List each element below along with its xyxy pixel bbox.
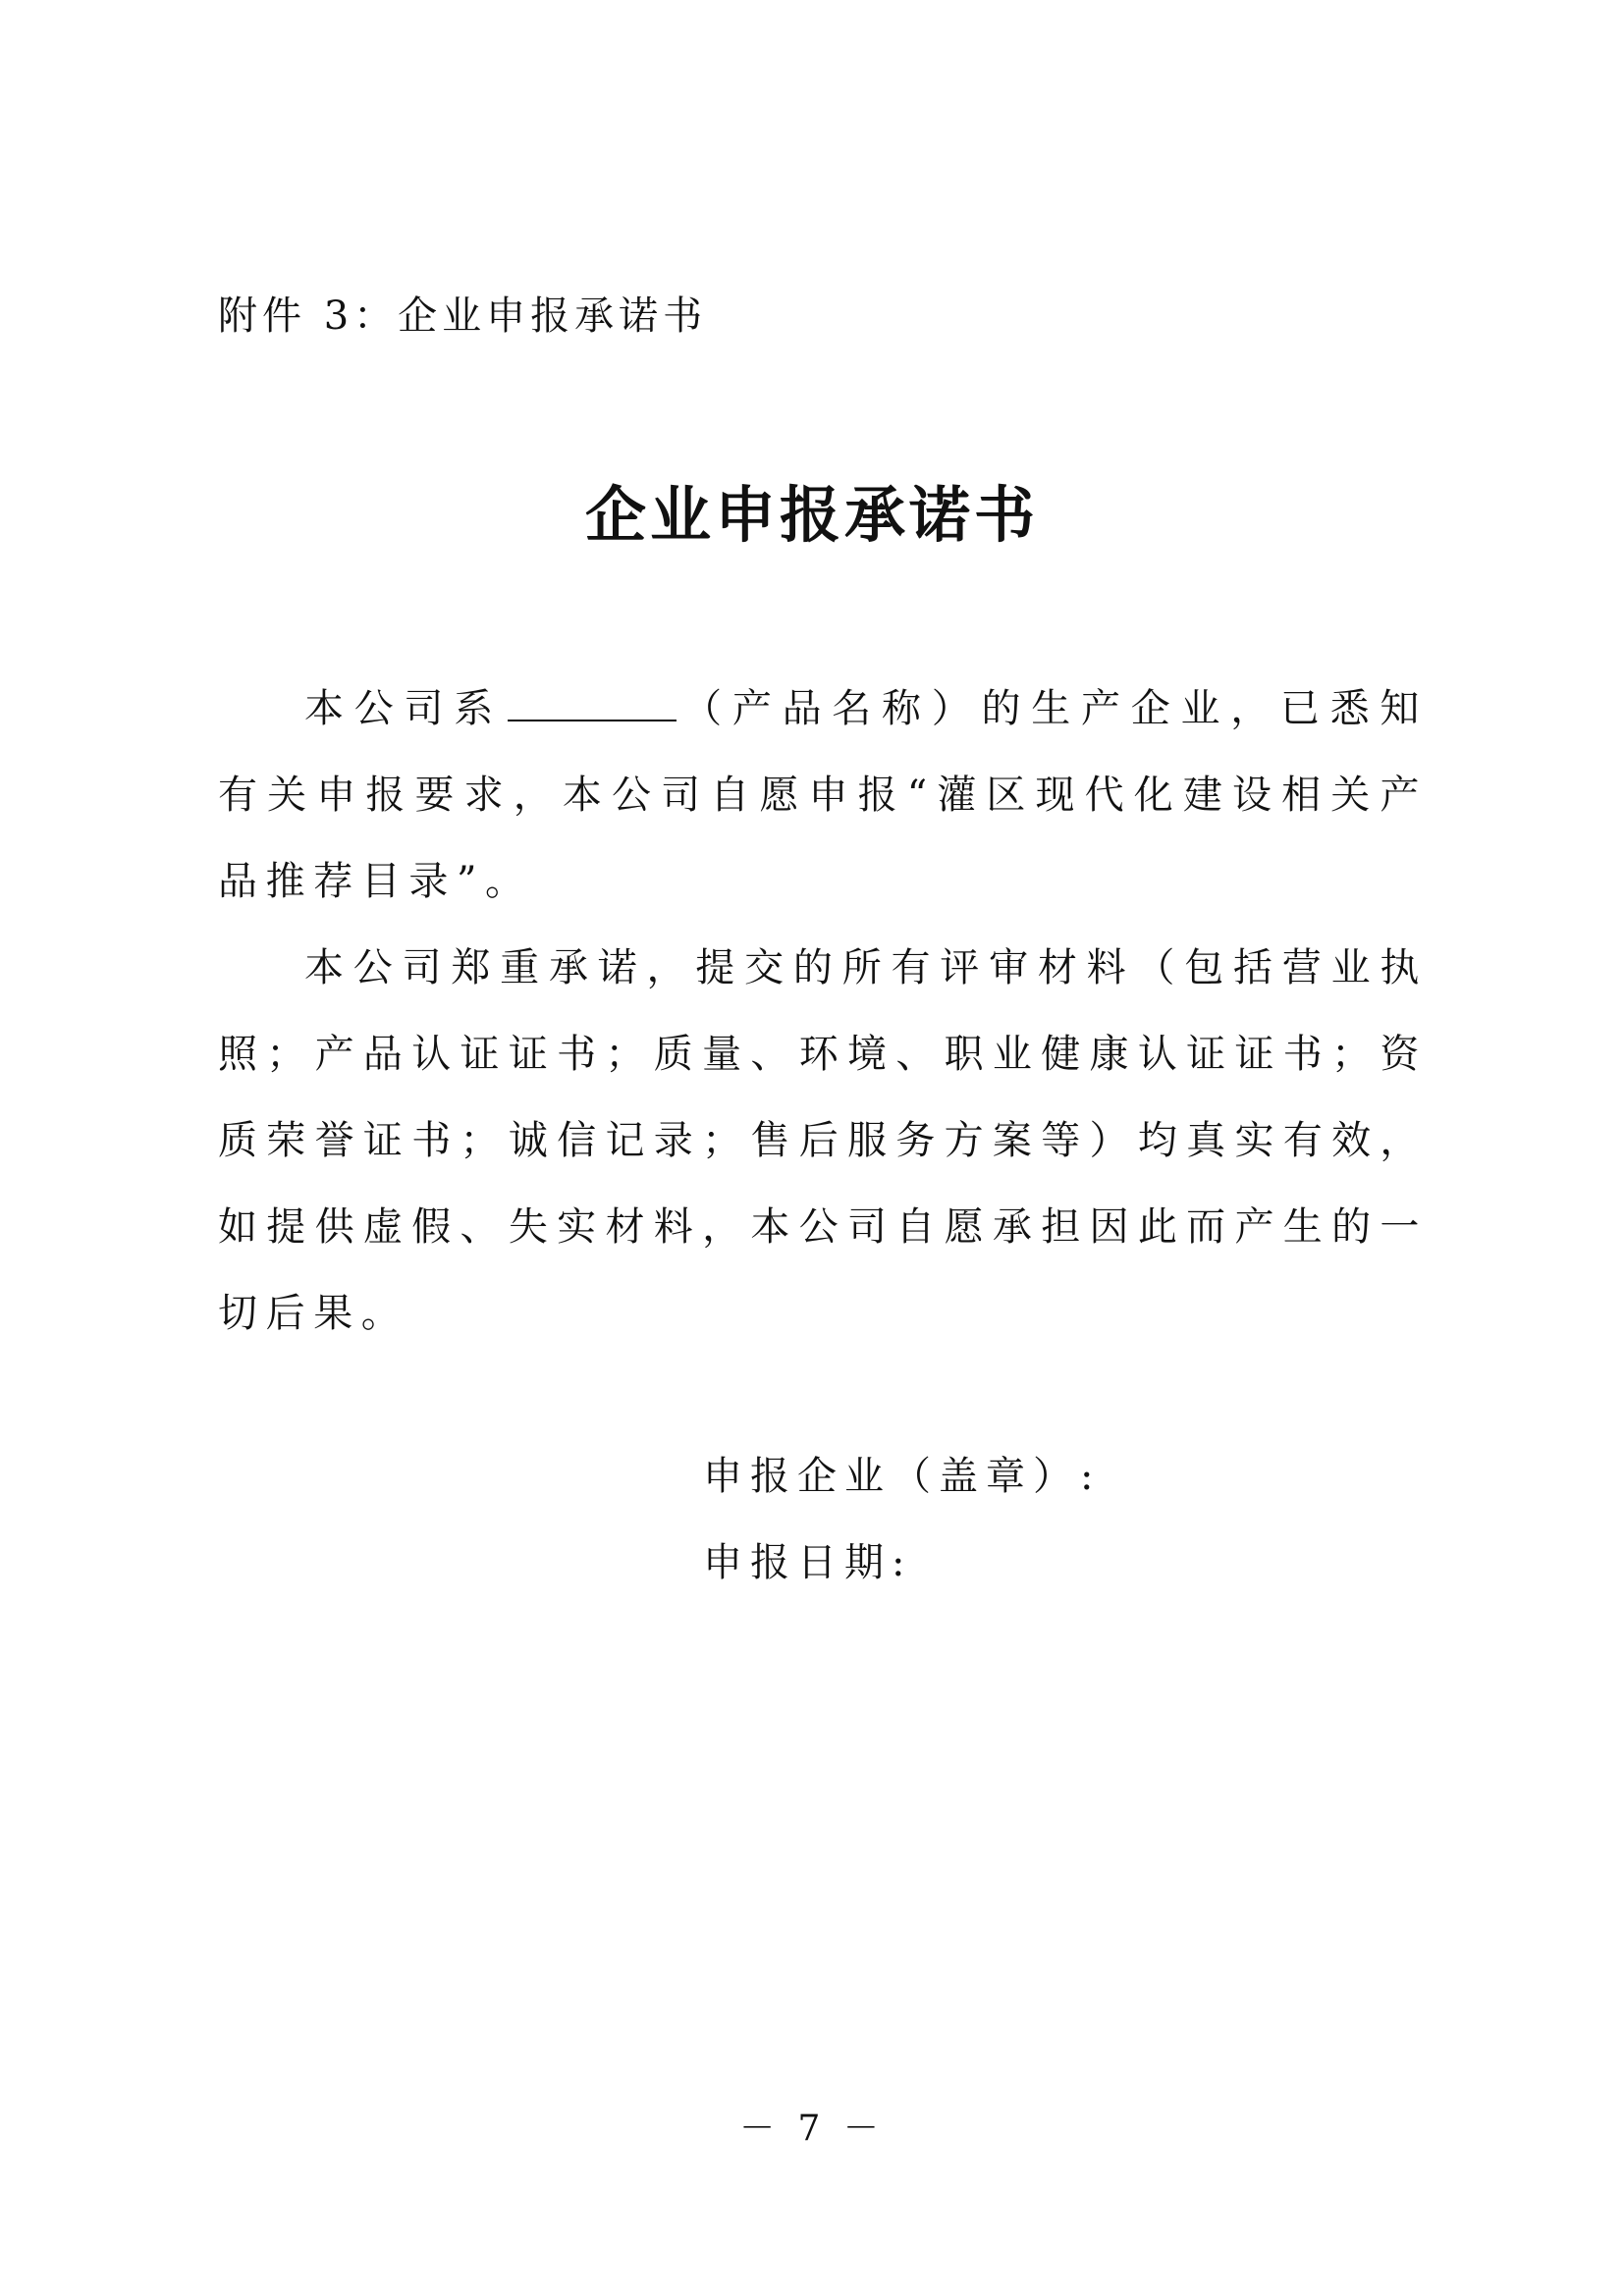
- paragraph-declaration: [218, 666, 1428, 925]
- paragraph-commitment: 本公司郑重承诺，提交的所有评审材料（包括营业执照；产品认证证书；质量、环境、职业健康认证证书；资质荣誉证书；诚信记录；售后服务方案等）均真实有效，如提供虚假、失实材料，本公司自愿承担因此而产生的一切后果。: [218, 945, 1428, 1336]
- paragraph-declaration-rest: （产品名称）的生产企业，已悉知有关申报要求，本公司自愿申报“灌区现代化建设相关产品推荐目录”。: [218, 686, 1429, 904]
- company-seal-label: 申报企业（盖章）:: [703, 1454, 1102, 1499]
- attachment-label: 附件 3：企业申报承诺书: [218, 294, 708, 339]
- application-date-label: 申报日期:: [703, 1540, 913, 1585]
- signature-block: [703, 1433, 1101, 1606]
- paragraph-declaration-lead: 本公司系: [304, 686, 504, 731]
- product-name-blank: [508, 686, 677, 721]
- document-body: [218, 666, 1428, 1357]
- document-title: 企业申报承诺书: [584, 479, 1039, 551]
- page-number: － 7 －: [739, 2109, 885, 2149]
